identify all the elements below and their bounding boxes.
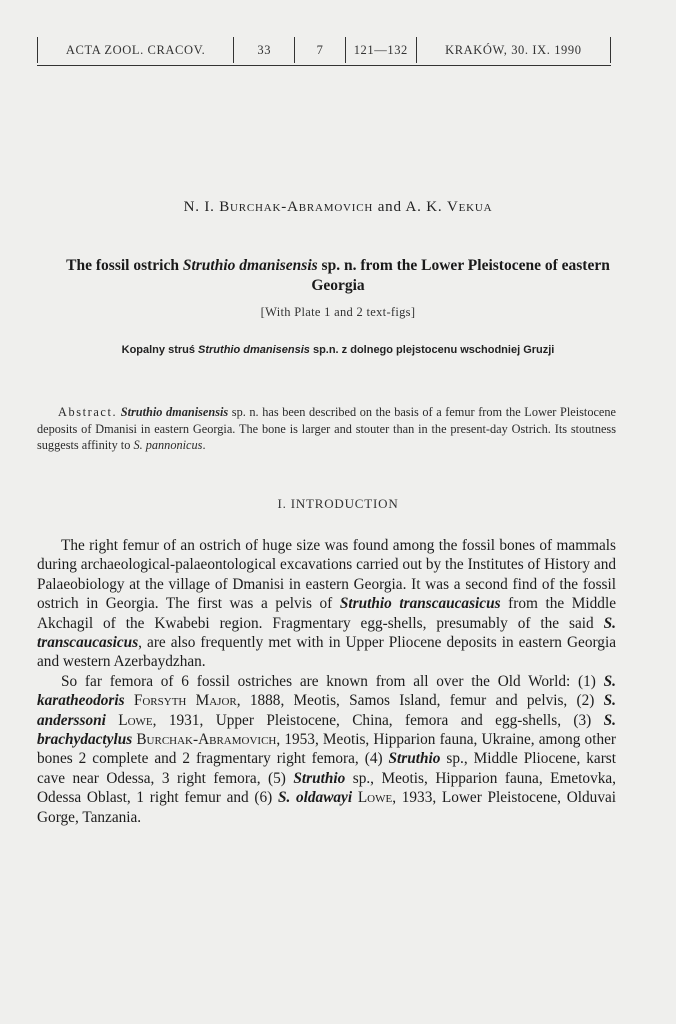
abstract-label: Abstract.: [58, 405, 118, 419]
polish-title-part: sp.n. z dolnego plejstocenu wschodniej Gruzji: [309, 344, 555, 356]
text-run: , are also frequently met with in Upper Pliocene deposits in eastern Georgia and western Azerbaydzhan.: [37, 634, 616, 671]
abstract-species-2: S. pannonicus: [133, 438, 203, 452]
author-line: [0, 199, 676, 216]
body-text: [37, 536, 616, 827]
author-name: Forsyth Major: [133, 692, 237, 710]
plate-note: [With Plate 1 and 2 text-figs]: [260, 305, 416, 319]
author-name: Lowe: [357, 789, 393, 807]
page-range: 121—132: [345, 37, 416, 63]
species-name: S. oldawayi: [277, 789, 353, 807]
text-run: So far femora of 6 fossil ostriches are known from all over the Old World: (1): [61, 672, 604, 690]
text-run: The right femur of an ostrich of huge size was found among the fossil bones of mammals during archaeological-palaeontological excavations carried out by the Institutes of History and Palaeobiology at the village of Dmanisi in eastern Georgia. It was a second find of the fossil ostrich in Georgia. The first was a pelvis of: [37, 537, 616, 613]
author-name: Burchak-Abramovich: [136, 731, 277, 749]
place-date: KRAKÓW, 30. IX. 1990: [416, 37, 611, 63]
text-run: sp., Meotis, Hipparion fauna, Emetovka, Odessa Oblast, 1 right femur and (6): [37, 769, 616, 807]
species-name: S. transcaucasicus: [37, 614, 616, 652]
species-name: S. karatheodoris: [37, 672, 616, 710]
author-1-initials: N. I.: [183, 199, 215, 215]
text-run: , 1933, Lower Pleistocene, Olduvai Gorge, Tanzania.: [37, 789, 617, 826]
text-run: , 1931, Upper Pleistocene, China, femora and egg-shells, (3): [152, 711, 604, 729]
text-run: , 1953, Meotis, Hipparion fauna, Ukraine, among other bones 2 complete and 2 fragmentary right femora, (4): [37, 731, 616, 768]
text-run: from the Middle Akchagil of the Kwabebi region. Fragmentary egg-shells, presumably of the said: [37, 595, 616, 632]
author-1-surname: Burchak-Abramovich: [219, 199, 374, 215]
title-part: The fossil ostrich: [66, 257, 183, 274]
species-name: Struthio transcaucasicus: [339, 595, 501, 613]
text-run: , 1888, Meotis, Samos Island, femur and pelvis, (2): [236, 692, 604, 710]
species-name: Struthio: [293, 769, 346, 787]
abstract: [37, 404, 616, 454]
article-title: [60, 256, 616, 296]
journal-name: ACTA ZOOL. CRACOV.: [37, 37, 233, 63]
abstract-text: sp. n. has been described on the basis of a femur from the Lower Pleistocene deposits of Dmanisi in eastern Georgia. The bone is larger and stouter than in the present-day Ostrich. Its stoutness suggests affinity to: [37, 405, 616, 452]
species-name: Struthio: [388, 750, 441, 768]
author-name: Lowe: [118, 711, 153, 729]
journal-header: [37, 35, 611, 66]
author-conjunction: and: [377, 199, 402, 215]
polish-title-species: Struthio dmanisensis: [198, 344, 310, 356]
text-run: sp., Middle Pliocene, karst cave near Odessa, 3 right femora, (5): [37, 750, 616, 787]
polish-title-part: Kopalny struś: [121, 344, 199, 356]
abstract-text: .: [202, 438, 206, 452]
author-2-initials: A. K.: [405, 199, 443, 215]
title-part: sp. n. from the Lower Pleistocene of eastern Georgia: [311, 257, 610, 294]
author-2-surname: Vekua: [447, 199, 493, 215]
abstract-species: Struthio dmanisensis: [120, 405, 229, 419]
species-name: S. brachydactylus: [37, 711, 617, 749]
paragraph: [37, 536, 616, 672]
title-species: Struthio dmanisensis: [182, 257, 318, 274]
section-heading: I. INTRODUCTION: [277, 496, 399, 511]
journal-volume: 33: [233, 37, 294, 63]
paragraph: [37, 672, 616, 827]
journal-number: 7: [294, 37, 345, 63]
species-name: S. anderssoni: [37, 692, 617, 729]
polish-title: [0, 344, 676, 356]
